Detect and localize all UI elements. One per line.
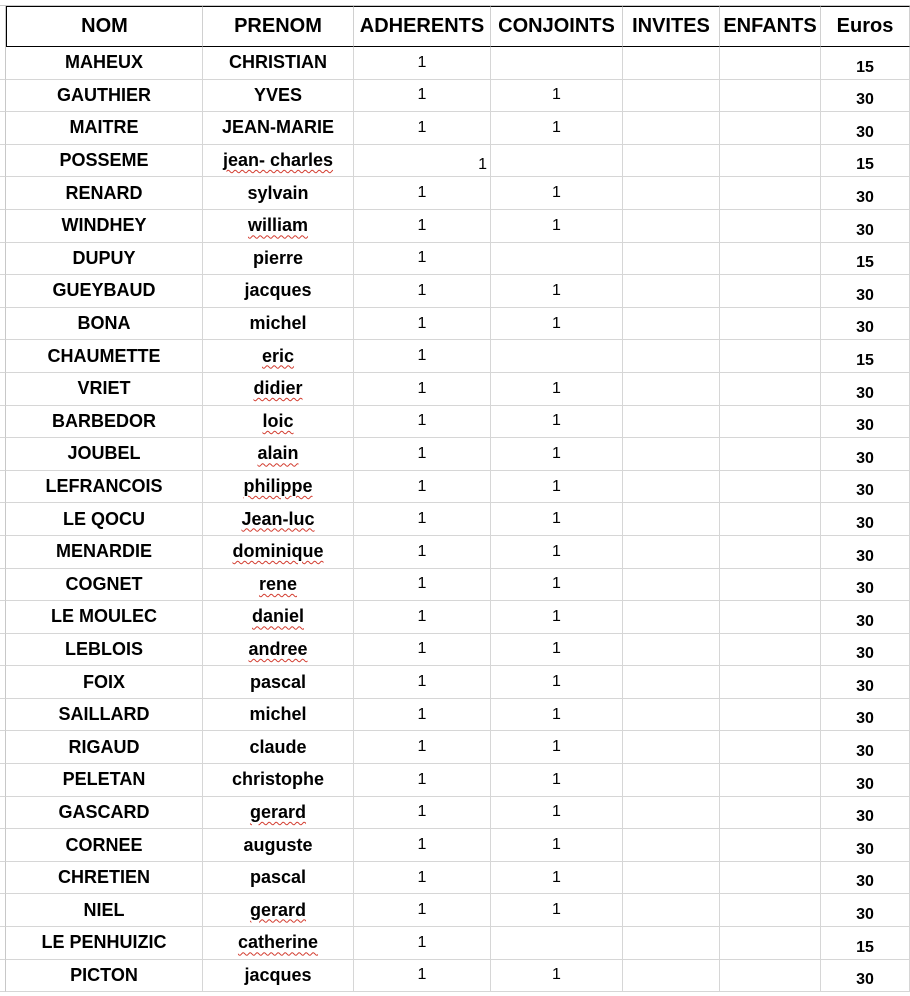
cell-adherents[interactable]: 1 [354,601,491,634]
cell-invites[interactable] [623,406,720,439]
cell-euros[interactable]: 30 [821,438,910,471]
cell-prenom[interactable] [203,960,354,993]
cell-prenom[interactable] [203,699,354,732]
cell-prenom-text: michel [249,313,307,334]
cell-enfants[interactable] [720,601,821,634]
cell-enfants[interactable] [720,569,821,602]
cell-prenom-text: alain [257,443,299,464]
cell-conjoints[interactable]: 1 [491,308,623,341]
cell-conjoints[interactable]: 1 [491,634,623,667]
header-adherents[interactable]: ADHERENTS [354,6,491,47]
cell-invites[interactable] [623,569,720,602]
cell-prenom[interactable] [203,927,354,960]
cell-conjoints[interactable]: 1 [491,536,623,569]
cell-enfants[interactable] [720,210,821,243]
cell-euros[interactable]: 30 [821,797,910,830]
cell-nom[interactable]: VRIET [6,373,203,406]
cell-conjoints[interactable]: 1 [491,503,623,536]
cell-invites[interactable] [623,373,720,406]
cell-euros[interactable]: 30 [821,569,910,602]
cell-euros[interactable]: 30 [821,764,910,797]
cell-invites[interactable] [623,471,720,504]
cell-nom[interactable]: CHRETIEN [6,862,203,895]
cell-adherents[interactable]: 1 [354,797,491,830]
cell-prenom[interactable] [203,829,354,862]
cell-nom[interactable]: POSSEME [6,145,203,178]
cell-nom[interactable]: WINDHEY [6,210,203,243]
cell-prenom[interactable] [203,438,354,471]
cell-invites[interactable] [623,47,720,80]
cell-euros[interactable]: 30 [821,666,910,699]
cell-prenom-text: CHRISTIAN [229,52,327,73]
cell-invites[interactable] [623,340,720,373]
cell-enfants[interactable] [720,373,821,406]
cell-invites[interactable] [623,927,720,960]
cell-prenom-text: jacques [244,280,312,301]
cell-nom[interactable]: NIEL [6,894,203,927]
cell-nom[interactable]: LEBLOIS [6,634,203,667]
cell-enfants[interactable] [720,634,821,667]
cell-prenom[interactable] [203,243,354,276]
cell-nom[interactable]: DUPUY [6,243,203,276]
cell-nom[interactable]: RIGAUD [6,731,203,764]
cell-euros[interactable]: 30 [821,80,910,113]
cell-adherents[interactable]: 1 [354,829,491,862]
cell-enfants[interactable] [720,340,821,373]
cell-adherents[interactable]: 1 [354,177,491,210]
cell-adherents[interactable]: 1 [354,764,491,797]
cell-adherents[interactable]: 1 [354,536,491,569]
cell-euros[interactable]: 15 [821,47,910,80]
cell-conjoints[interactable] [491,145,623,178]
cell-prenom[interactable] [203,862,354,895]
cell-prenom-text: rene [258,573,298,594]
cell-nom[interactable]: COGNET [6,569,203,602]
cell-conjoints[interactable]: 1 [491,764,623,797]
cell-adherents[interactable]: 1 [354,373,491,406]
cell-invites[interactable] [623,764,720,797]
cell-enfants[interactable] [720,764,821,797]
cell-conjoints[interactable]: 1 [491,210,623,243]
cell-adherents[interactable]: 1 [354,927,491,960]
cell-nom[interactable]: BARBEDOR [6,406,203,439]
data-table [0,6,910,992]
cell-conjoints[interactable]: 1 [491,666,623,699]
cell-prenom-text: didier [253,378,303,399]
cell-prenom[interactable] [203,112,354,145]
cell-conjoints[interactable]: 1 [491,406,623,439]
cell-prenom-text: gerard [249,899,307,920]
cell-adherents[interactable]: 1 [354,112,491,145]
cell-euros[interactable]: 30 [821,731,910,764]
cell-euros[interactable]: 30 [821,210,910,243]
cell-prenom[interactable] [203,47,354,80]
cell-nom[interactable]: JOUBEL [6,438,203,471]
header-invites[interactable]: INVITES [623,6,720,47]
cell-nom[interactable]: RENARD [6,177,203,210]
cell-prenom[interactable] [203,764,354,797]
cell-prenom[interactable] [203,145,354,178]
cell-prenom-text: jacques [244,964,312,985]
cell-invites[interactable] [623,275,720,308]
cell-conjoints[interactable]: 1 [491,471,623,504]
cell-invites[interactable] [623,243,720,276]
header-euros[interactable]: Euros [821,6,910,47]
cell-prenom-text: auguste [243,834,313,855]
cell-adherents[interactable]: 1 [354,731,491,764]
cell-prenom-text: pascal [249,671,307,692]
cell-invites[interactable] [623,177,720,210]
cell-prenom-text: Jean-luc [241,508,315,529]
cell-prenom-text: philippe [243,476,313,497]
cell-prenom[interactable] [203,797,354,830]
cell-enfants[interactable] [720,797,821,830]
cell-euros[interactable]: 30 [821,536,910,569]
cell-nom[interactable]: BONA [6,308,203,341]
cell-enfants[interactable] [720,503,821,536]
cell-enfants[interactable] [720,927,821,960]
cell-euros[interactable]: 30 [821,699,910,732]
cell-invites[interactable] [623,960,720,993]
cell-invites[interactable] [623,862,720,895]
cell-conjoints[interactable]: 1 [491,438,623,471]
cell-adherents[interactable]: 1 [354,243,491,276]
cell-enfants[interactable] [720,894,821,927]
cell-invites[interactable] [623,731,720,764]
cell-enfants[interactable] [720,406,821,439]
cell-prenom-text: gerard [249,801,307,822]
cell-conjoints[interactable] [491,243,623,276]
cell-prenom[interactable] [203,536,354,569]
cell-nom[interactable]: CORNEE [6,829,203,862]
cell-prenom[interactable] [203,634,354,667]
cell-conjoints[interactable] [491,47,623,80]
cell-invites[interactable] [623,699,720,732]
cell-conjoints[interactable]: 1 [491,80,623,113]
cell-euros[interactable]: 15 [821,927,910,960]
cell-prenom[interactable] [203,275,354,308]
cell-euros[interactable]: 15 [821,243,910,276]
cell-conjoints[interactable]: 1 [491,601,623,634]
cell-enfants[interactable] [720,699,821,732]
cell-prenom-text: pascal [249,867,307,888]
cell-adherents[interactable]: 1 [354,960,491,993]
cell-enfants[interactable] [720,731,821,764]
cell-prenom-text: jean- charles [222,150,334,171]
cell-prenom-text: daniel [251,606,304,627]
cell-prenom-text: catherine [237,932,319,953]
cell-euros[interactable]: 30 [821,471,910,504]
cell-prenom-text: christophe [231,769,324,790]
cell-invites[interactable] [623,894,720,927]
header-nom[interactable]: NOM [6,6,203,47]
cell-nom[interactable]: MAITRE [6,112,203,145]
cell-enfants[interactable] [720,308,821,341]
cell-nom[interactable]: PICTON [6,960,203,993]
cell-conjoints[interactable]: 1 [491,275,623,308]
cell-prenom-text: claude [249,736,307,757]
cell-adherents[interactable]: 1 [354,438,491,471]
cell-euros[interactable]: 30 [821,634,910,667]
cell-euros[interactable]: 30 [821,829,910,862]
cell-euros[interactable]: 30 [821,308,910,341]
cell-conjoints[interactable]: 1 [491,112,623,145]
cell-prenom[interactable] [203,406,354,439]
cell-prenom[interactable] [203,80,354,113]
cell-nom[interactable]: LE QOCU [6,503,203,536]
cell-nom[interactable]: SAILLARD [6,699,203,732]
cell-prenom-text: andree [248,638,308,659]
cell-enfants[interactable] [720,275,821,308]
cell-prenom-text: michel [249,704,307,725]
cell-enfants[interactable] [720,471,821,504]
cell-prenom[interactable] [203,569,354,602]
cell-prenom[interactable] [203,503,354,536]
cell-prenom[interactable] [203,308,354,341]
cell-invites[interactable] [623,438,720,471]
cell-nom[interactable]: FOIX [6,666,203,699]
cell-prenom-text: JEAN-MARIE [221,117,334,138]
cell-enfants[interactable] [720,243,821,276]
cell-nom[interactable]: MENARDIE [6,536,203,569]
cell-conjoints[interactable]: 1 [491,862,623,895]
cell-euros[interactable]: 30 [821,601,910,634]
cell-invites[interactable] [623,210,720,243]
cell-euros[interactable]: 30 [821,373,910,406]
cell-euros[interactable]: 15 [821,145,910,178]
cell-enfants[interactable] [720,80,821,113]
cell-nom[interactable]: GUEYBAUD [6,275,203,308]
cell-adherents[interactable]: 1 [354,308,491,341]
cell-prenom-text: pierre [252,247,304,268]
cell-adherents[interactable]: 1 [354,145,491,178]
cell-adherents[interactable]: 1 [354,634,491,667]
cell-invites[interactable] [623,634,720,667]
cell-nom[interactable]: LE MOULEC [6,601,203,634]
cell-adherents[interactable]: 1 [354,894,491,927]
cell-euros[interactable]: 30 [821,177,910,210]
cell-conjoints[interactable]: 1 [491,797,623,830]
cell-enfants[interactable] [720,177,821,210]
cell-prenom-text: william [247,215,309,236]
cell-prenom[interactable] [203,894,354,927]
header-enfants[interactable]: ENFANTS [720,6,821,47]
cell-adherents[interactable]: 1 [354,666,491,699]
cell-prenom[interactable] [203,601,354,634]
cell-invites[interactable] [623,112,720,145]
cell-adherents[interactable]: 1 [354,340,491,373]
cell-conjoints[interactable] [491,340,623,373]
cell-adherents[interactable]: 1 [354,210,491,243]
cell-euros[interactable]: 30 [821,960,910,993]
cell-prenom[interactable] [203,373,354,406]
cell-prenom[interactable] [203,340,354,373]
cell-nom[interactable]: GASCARD [6,797,203,830]
cell-conjoints[interactable] [491,927,623,960]
cell-prenom-text: dominique [232,541,324,562]
cell-conjoints[interactable]: 1 [491,699,623,732]
cell-nom[interactable]: LEFRANCOIS [6,471,203,504]
cell-enfants[interactable] [720,829,821,862]
cell-invites[interactable] [623,601,720,634]
cell-euros[interactable]: 30 [821,275,910,308]
cell-prenom-text: loic [262,410,294,431]
cell-prenom[interactable] [203,471,354,504]
cell-invites[interactable] [623,503,720,536]
cell-conjoints[interactable]: 1 [491,829,623,862]
cell-conjoints[interactable]: 1 [491,894,623,927]
cell-enfants[interactable] [720,862,821,895]
cell-invites[interactable] [623,308,720,341]
cell-prenom[interactable] [203,210,354,243]
cell-conjoints[interactable]: 1 [491,177,623,210]
cell-enfants[interactable] [720,112,821,145]
cell-adherents[interactable]: 1 [354,406,491,439]
cell-adherents[interactable]: 1 [354,47,491,80]
cell-euros[interactable]: 30 [821,862,910,895]
cell-euros[interactable]: 30 [821,406,910,439]
cell-nom[interactable]: MAHEUX [6,47,203,80]
cell-enfants[interactable] [720,438,821,471]
cell-invites[interactable] [623,80,720,113]
cell-nom[interactable]: CHAUMETTE [6,340,203,373]
cell-adherents[interactable]: 1 [354,275,491,308]
cell-prenom-text: eric [261,345,295,366]
cell-euros[interactable]: 15 [821,340,910,373]
header-conjoints[interactable]: CONJOINTS [491,6,623,47]
cell-euros[interactable]: 30 [821,112,910,145]
cell-enfants[interactable] [720,47,821,80]
cell-euros[interactable]: 30 [821,503,910,536]
cell-euros[interactable]: 30 [821,894,910,927]
cell-prenom[interactable] [203,731,354,764]
cell-conjoints[interactable]: 1 [491,960,623,993]
cell-enfants[interactable] [720,536,821,569]
cell-nom[interactable]: GAUTHIER [6,80,203,113]
cell-conjoints[interactable]: 1 [491,569,623,602]
cell-prenom-text: YVES [253,84,303,105]
cell-enfants[interactable] [720,145,821,178]
cell-prenom[interactable] [203,177,354,210]
cell-conjoints[interactable]: 1 [491,731,623,764]
cell-invites[interactable] [623,829,720,862]
cell-invites[interactable] [623,145,720,178]
cell-adherents[interactable]: 1 [354,80,491,113]
cell-adherents[interactable]: 1 [354,862,491,895]
cell-prenom[interactable] [203,666,354,699]
cell-adherents[interactable]: 1 [354,471,491,504]
cell-enfants[interactable] [720,960,821,993]
cell-enfants[interactable] [720,666,821,699]
cell-adherents[interactable]: 1 [354,503,491,536]
cell-invites[interactable] [623,797,720,830]
cell-adherents[interactable]: 1 [354,699,491,732]
cell-nom[interactable]: LE PENHUIZIC [6,927,203,960]
header-prenom[interactable]: PRENOM [203,6,354,47]
cell-nom[interactable]: PELETAN [6,764,203,797]
cell-adherents[interactable]: 1 [354,569,491,602]
cell-invites[interactable] [623,666,720,699]
cell-prenom-text: sylvain [247,182,309,203]
cell-invites[interactable] [623,536,720,569]
cell-conjoints[interactable]: 1 [491,373,623,406]
